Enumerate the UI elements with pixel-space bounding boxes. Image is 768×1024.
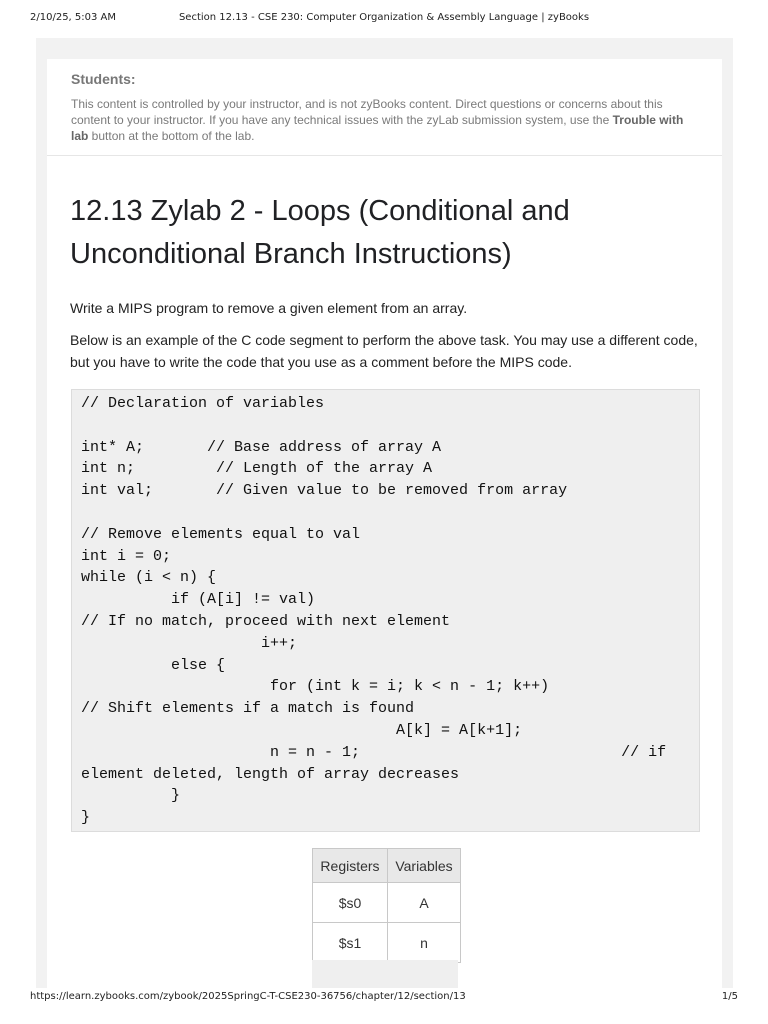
print-datetime: 2/10/25, 5:03 AM xyxy=(30,12,117,23)
table-cell-variable: A xyxy=(388,883,461,923)
c-code: // Declaration of variables int* A; // Base address of array A int n; // Length of the array A int val; // Given value to be removed from array // Remove elements equal to val int i = 0; while (i < n) { if (A[i] != val) // If no match, proceed with next element i++; else { for (int k = i; k < n - 1; k++) // Shift elements if a match is found A[k] = A[k+1]; n = n - 1; // if element deleted, length of array decreases } } xyxy=(81,395,667,827)
notice-text-start: This content is controlled by your instructor, and is not zyBooks content. Direct questions or concerns about this content to your instructor. If you have any technical issues with the zyLab submission system, use the xyxy=(71,97,663,127)
c-code-block xyxy=(71,389,700,832)
table-cell-register: $s1 xyxy=(313,923,388,963)
table-header-registers: Registers xyxy=(313,849,388,883)
table-header-row xyxy=(313,849,461,883)
notice-text-end: button at the bottom of the lab. xyxy=(88,129,255,143)
table-continuation xyxy=(312,960,458,988)
print-header xyxy=(0,12,768,28)
instruction-paragraph: Write a MIPS program to remove a given element from an array. xyxy=(70,300,468,316)
notice-text xyxy=(71,96,701,144)
instructor-notice xyxy=(47,59,722,156)
example-description-paragraph: Below is an example of the C code segment to perform the above task. You may use a different code, but you have to write the code that you use as a comment before the MIPS code. xyxy=(70,332,698,370)
print-page-number: 1/5 xyxy=(721,991,738,1002)
print-url: https://learn.zybooks.com/zybook/2025SpringC-T-CSE230-36756/chapter/12/section/13 xyxy=(30,991,466,1002)
table-row xyxy=(313,883,461,923)
section-title: 12.13 Zylab 2 - Loops (Conditional and Unconditional Branch Instructions) xyxy=(70,195,570,270)
section-content xyxy=(47,156,722,988)
table-header-variables: Variables xyxy=(388,849,461,883)
print-page-title: Section 12.13 - CSE 230: Computer Organization & Assembly Language | zyBooks xyxy=(178,12,590,23)
print-footer xyxy=(0,991,768,1007)
register-variable-table xyxy=(312,848,461,963)
table-cell-register: $s0 xyxy=(313,883,388,923)
table-row xyxy=(313,923,461,963)
trouble-with-lab-text: Trouble with lab xyxy=(71,113,684,143)
table-cell-variable: n xyxy=(388,923,461,963)
notice-heading: Students: xyxy=(71,71,136,87)
